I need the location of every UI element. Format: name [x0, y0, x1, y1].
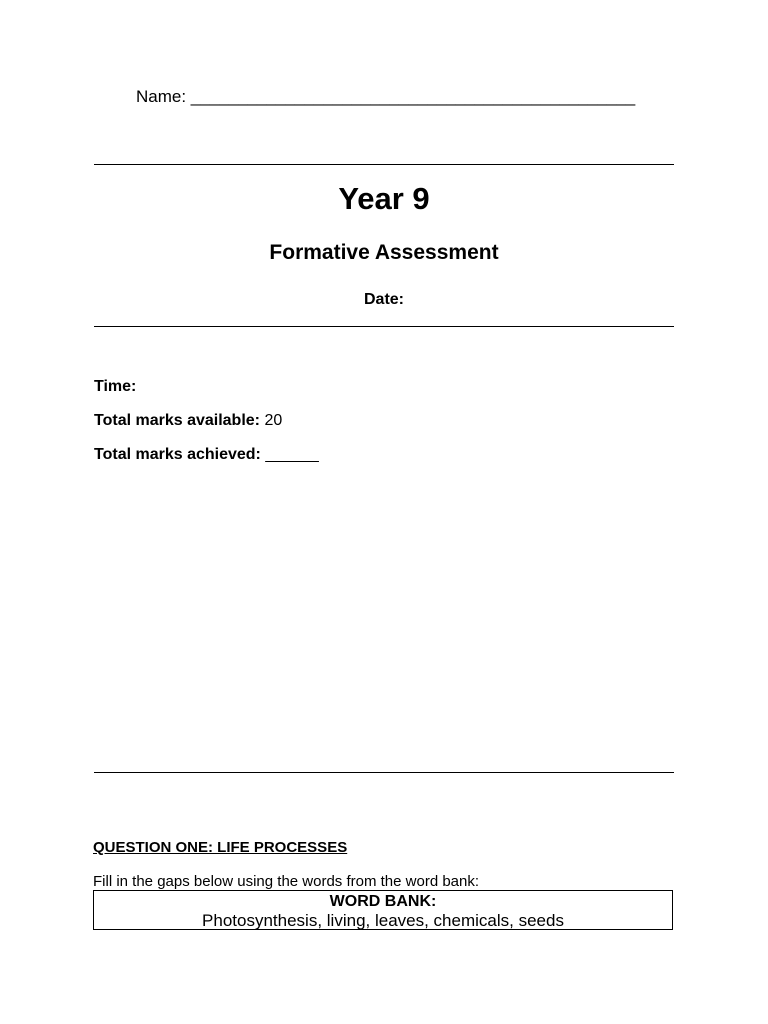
marks-available-label: Total marks available:	[94, 412, 260, 429]
page-title: Year 9	[338, 181, 430, 216]
question-one-instruction: Fill in the gaps below using the words from the word bank:	[93, 873, 480, 890]
marks-available-value: 20	[264, 412, 283, 429]
word-bank-title: WORD BANK:	[329, 893, 437, 910]
page-subtitle: Formative Assessment	[269, 241, 499, 264]
marks-achieved-label: Total marks achieved:	[94, 446, 261, 463]
word-bank-box	[93, 890, 673, 930]
divider-top	[94, 164, 674, 165]
question-one-heading: QUESTION ONE: LIFE PROCESSES	[93, 839, 348, 856]
date-label: Date:	[363, 291, 404, 308]
name-field-line[interactable]: Name: _______________________________________________	[136, 87, 636, 106]
time-line	[94, 378, 136, 396]
marks-achieved-line	[94, 446, 319, 464]
marks-available-line	[94, 412, 282, 430]
marks-achieved-blank[interactable]: ______	[265, 446, 319, 463]
word-bank-words: Photosynthesis, living, leaves, chemicals, seeds	[202, 911, 564, 930]
divider-middle	[94, 326, 674, 327]
time-label: Time:	[94, 378, 137, 395]
divider-bottom	[94, 772, 674, 773]
